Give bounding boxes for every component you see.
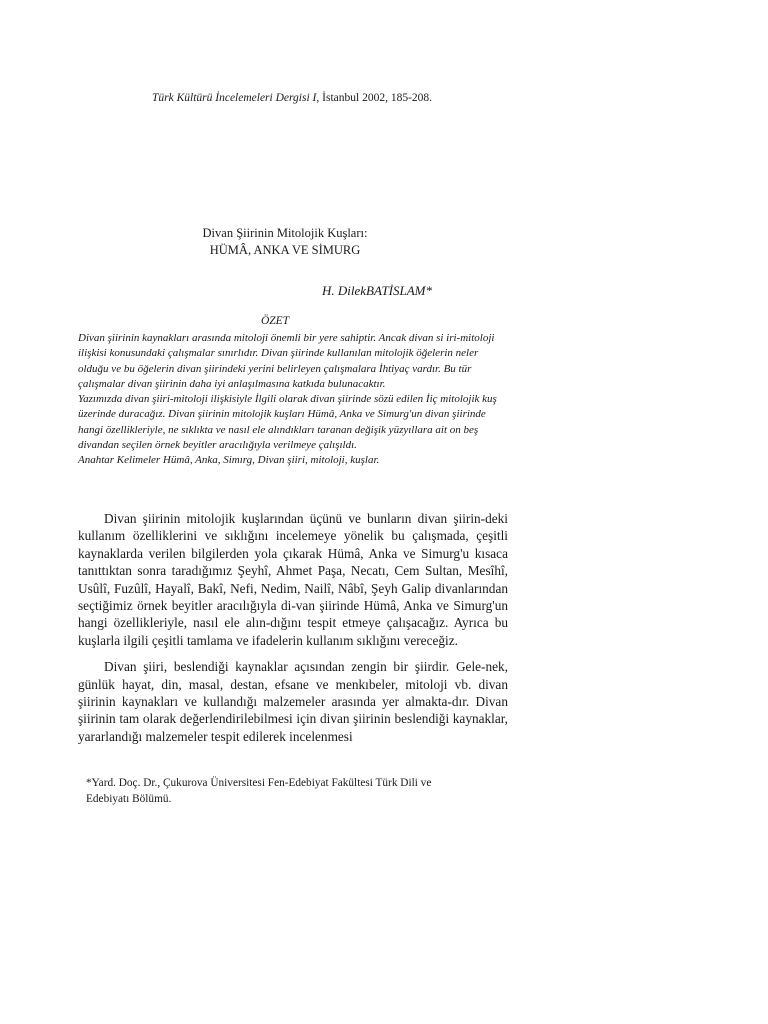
article-title-line-2: HÜMÂ, ANKA VE SİMURG xyxy=(209,243,361,257)
journal-citation xyxy=(152,92,432,104)
author-footnote xyxy=(86,776,516,807)
abstract-heading: ÖZET xyxy=(260,315,290,327)
body-text xyxy=(78,510,508,745)
footnote-line-1: *Yard. Doç. Dr., Çukurova Üniversitesi Fen-Edebiyat Fakültesi Türk Dili ve xyxy=(86,777,432,789)
article-title-line-1: Divan Şiirinin Mitolojik Kuşları: xyxy=(202,226,368,240)
body-paragraph: Divan şiirinin mitolojik kuşlarından üçünü ve bunların divan şiirin-deki kullanım özelliklerini ve sıklığını incelemeye yönelik bu çalışmada, çeşitli kaynaklarda verilen bilgilerden yola çıkarak Hümâ, Anka ve Simurg'u kısaca tanıttıktan sonra taradığımız Şeyhî, Ahmet Paşa, Necatı, Cem Sultan, Mesîhî, Usûlî, Fuzûlî, Hayalî, Bakî, Nefi, Nedim, Nailî, Nâbî, Şeyh Galip divanlarından seçtiğimiz örnek beyitler aracılığıyla di-van şiirinde Hümâ, Anka ve Simurg'un hangi özellikleriyle, nasıl ele alın-dığını tespit etmeye çalışacağız. Ayrıca bu kuşlarla ilgili çeşitli tamlama ve ifadelerin kullanım sıklığını vereceğiz. xyxy=(78,511,508,648)
journal-location-pages: İstanbul 2002, 185-208. xyxy=(319,92,433,104)
abstract-keywords: Anahtar Kelimeler Hümâ, Anka, Simırg, Divan şiiri, mitoloji, kuşlar. xyxy=(78,454,380,467)
footnote-line-2: Edebiyatı Bölümü. xyxy=(86,792,172,805)
abstract-paragraph: Yazımızda divan şiiri-mitoloji ilişkisiyle İlgili olarak divan şiirinde sözü edilen İiç mitolojik kuş üzerinde duracağız. Divan şiirinin mitolojik kuşları Hümâ, Anka ve Simurg'un divan şiirinde hangi özellikleriyle, ne sıklıkta ve nasıl ele alındıkları taranan değişik yüzyıllara ait on beş divandan seçilen örnek beyitler aracılığıyla verilmeye çalışıldı. xyxy=(78,393,497,452)
author-name: H. DilekBATİSLAM* xyxy=(322,283,432,298)
abstract-block xyxy=(78,331,506,469)
journal-name: Türk Kültürü İncelemeleri Dergisi I, xyxy=(152,92,320,104)
body-paragraph: Divan şiiri, beslendiği kaynaklar açısından zengin bir şiirdir. Gele-nek, günlük hayat, din, masal, destan, efsane ve menkıbeler, mitoloji vb. divan şiirinin kaynakları ve kullandığı malzemeler arasında yer almakta-dır. Divan şiirinin tam olarak değerlendirilebilmesi için divan şiirinin beslendiği kaynaklar, yararlandığı malzemeler tespit edilerek incelenmesi xyxy=(78,659,508,744)
abstract-paragraph: Divan şiirinin kaynakları arasında mitoloji önemli bir yere sahiptir. Ancak divan si iri-mitoloji ilişkisi konusundaki çalışmalar sınırlıdır. Divan şiirinde kullanılan mitolojik öğelerin neler olduğu ve bu öğelerin divan şiirindeki yerini belirleyen çalışmalara İhtiyaç vardır. Bu tür çalışmalar divan şiirinin daha iyi anlaşılmasına katkıda bulunacaktır. xyxy=(78,332,495,390)
